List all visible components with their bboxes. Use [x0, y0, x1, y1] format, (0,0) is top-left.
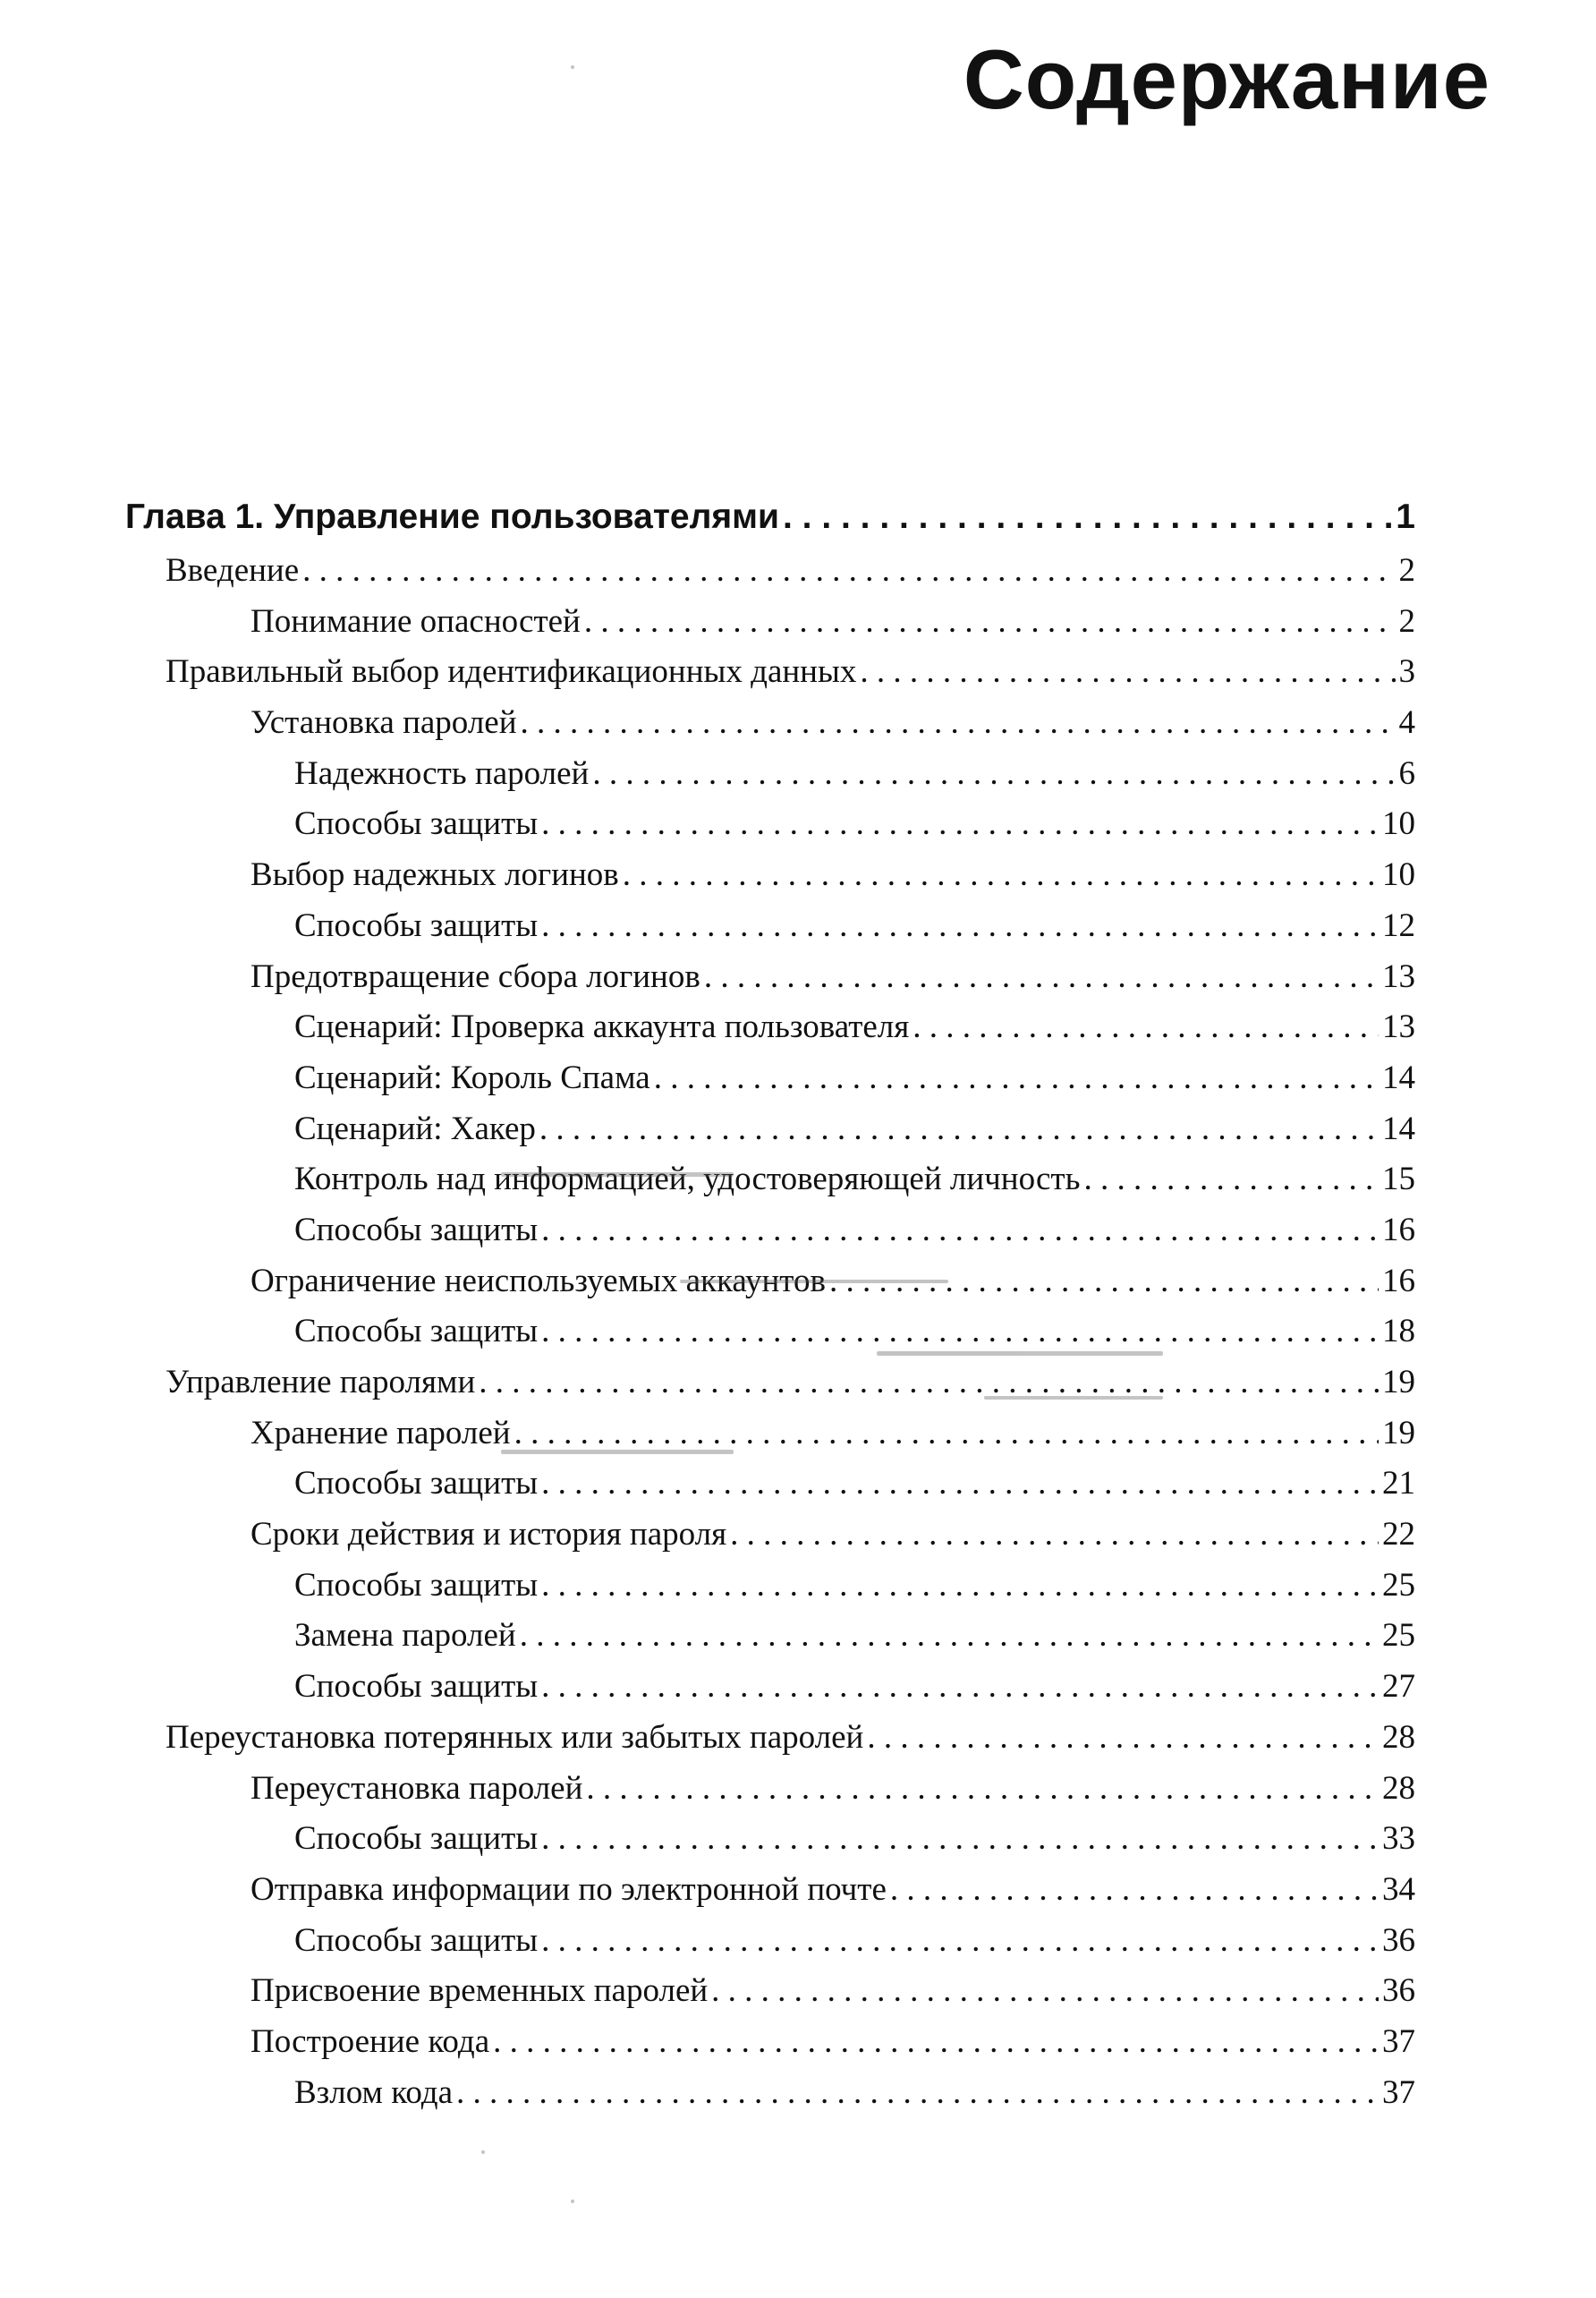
dot-leader — [730, 1515, 1379, 1553]
toc-entry-title: Отправка информации по электронной почте — [250, 1870, 887, 1908]
toc-entry-page-number: 12 — [1382, 906, 1415, 944]
toc-entry[interactable] — [125, 1464, 1415, 1515]
scan-speck — [481, 2150, 485, 2154]
toc-entry-page-number: 10 — [1382, 856, 1415, 894]
toc-entry-page-number: 18 — [1382, 1313, 1415, 1350]
toc-entry[interactable] — [125, 703, 1415, 754]
toc-entry[interactable] — [125, 551, 1415, 602]
toc-entry[interactable] — [125, 1616, 1415, 1667]
toc-entry[interactable] — [125, 1160, 1415, 1211]
toc-entry[interactable] — [125, 1819, 1415, 1870]
toc-entry[interactable] — [125, 1110, 1415, 1161]
toc-entry-title: Сроки действия и история пароля — [250, 1516, 727, 1553]
toc-entry-page-number: 19 — [1382, 1364, 1415, 1400]
table-of-contents — [125, 498, 1415, 2124]
toc-entry-page-number: 22 — [1382, 1516, 1415, 1553]
toc-entry-title: Глава 1. Управление пользователями — [125, 498, 779, 536]
dot-leader — [783, 498, 1392, 537]
dot-leader — [1083, 1160, 1379, 1198]
dot-leader — [541, 1464, 1379, 1502]
toc-entry[interactable] — [125, 958, 1415, 1009]
toc-entry-page-number: 2 — [1398, 602, 1415, 640]
toc-entry-title: Сценарий: Хакер — [294, 1110, 536, 1147]
dot-leader — [541, 1667, 1379, 1706]
toc-entry-page-number: 14 — [1382, 1059, 1415, 1096]
toc-entry[interactable] — [125, 1566, 1415, 1617]
toc-entry-page-number: 10 — [1382, 805, 1415, 843]
dot-leader — [711, 1971, 1379, 2010]
toc-entry[interactable] — [125, 1059, 1415, 1110]
toc-entry-title: Управление паролями — [166, 1364, 476, 1400]
toc-entry-title: Выбор надежных логинов — [250, 856, 619, 894]
toc-entry[interactable] — [125, 1921, 1415, 1972]
toc-entry-page-number: 2 — [1398, 552, 1415, 589]
toc-entry-title: Хранение паролей — [250, 1414, 511, 1451]
toc-entry-page-number: 25 — [1382, 1617, 1415, 1655]
toc-entry-page-number: 34 — [1382, 1870, 1415, 1908]
toc-entry-page-number: 16 — [1382, 1211, 1415, 1248]
toc-entry-title: Построение кода — [250, 2022, 490, 2060]
dot-leader — [521, 703, 1396, 742]
toc-entry-page-number: 37 — [1382, 2073, 1415, 2111]
dot-leader — [514, 1414, 1379, 1452]
dot-leader — [867, 1718, 1379, 1757]
toc-entry-page-number: 36 — [1382, 1921, 1415, 1959]
toc-entry-page-number: 6 — [1398, 754, 1415, 792]
toc-entry-title: Ограничение неиспользуемых аккаунтов — [250, 1262, 826, 1299]
toc-entry[interactable] — [125, 602, 1415, 653]
scan-speck — [571, 2200, 574, 2203]
toc-entry[interactable] — [125, 1262, 1415, 1313]
toc-entry-page-number: 13 — [1382, 958, 1415, 995]
toc-entry[interactable] — [125, 1667, 1415, 1718]
dot-leader — [890, 1870, 1379, 1909]
toc-entry-page-number: 33 — [1382, 1820, 1415, 1858]
toc-entry-title: Способы защиты — [294, 805, 539, 843]
toc-entry[interactable] — [125, 1769, 1415, 1820]
dot-leader — [586, 1769, 1379, 1808]
toc-entry-page-number: 28 — [1382, 1718, 1415, 1756]
toc-entry-title: Понимание опасностей — [250, 602, 581, 640]
toc-entry[interactable] — [125, 855, 1415, 906]
toc-entry-title: Замена паролей — [294, 1617, 516, 1655]
dot-leader — [541, 1566, 1379, 1604]
dot-leader — [541, 1819, 1379, 1858]
dot-leader — [584, 602, 1396, 641]
toc-entry-title: Способы защиты — [294, 1465, 539, 1502]
toc-entry-title: Способы защиты — [294, 1820, 539, 1858]
toc-entry[interactable] — [125, 2073, 1415, 2124]
toc-entry[interactable] — [125, 1414, 1415, 1465]
toc-entry[interactable] — [125, 906, 1415, 958]
toc-entry[interactable] — [125, 1008, 1415, 1059]
toc-entry[interactable] — [125, 1363, 1415, 1414]
dot-leader — [493, 2022, 1379, 2061]
toc-entry-title: Правильный выбор идентификационных данных — [166, 653, 857, 691]
dot-leader — [860, 652, 1395, 691]
dot-leader — [592, 754, 1395, 793]
toc-entry-title: Контроль над информацией, удостоверяющей личность — [294, 1161, 1081, 1198]
dot-leader — [541, 1211, 1379, 1249]
toc-entry-title: Присвоение временных паролей — [250, 1972, 709, 2010]
toc-entry-page-number: 3 — [1398, 653, 1415, 691]
toc-entry-page-number: 14 — [1382, 1110, 1415, 1147]
toc-entry[interactable] — [125, 754, 1415, 805]
toc-chapter-entry[interactable] — [125, 498, 1415, 551]
dot-leader — [913, 1008, 1379, 1046]
toc-entry-page-number: 36 — [1382, 1972, 1415, 2010]
toc-entry-title: Сценарий: Король Спама — [294, 1059, 650, 1096]
toc-entry-title: Введение — [166, 552, 300, 589]
dot-leader — [829, 1262, 1379, 1300]
toc-entry-title: Переустановка паролей — [250, 1769, 583, 1807]
toc-entry[interactable] — [125, 1971, 1415, 2022]
toc-entry[interactable] — [125, 2022, 1415, 2073]
toc-entry-page-number: 16 — [1382, 1262, 1415, 1299]
toc-entry[interactable] — [125, 804, 1415, 855]
toc-entry-page-number: 28 — [1382, 1769, 1415, 1807]
dot-leader — [623, 855, 1379, 894]
toc-entry-page-number: 4 — [1398, 704, 1415, 742]
toc-entry[interactable] — [125, 1718, 1415, 1769]
toc-entry-title: Способы защиты — [294, 906, 539, 944]
dot-leader — [520, 1616, 1379, 1655]
toc-entry-title: Установка паролей — [250, 704, 517, 742]
toc-entry-page-number: 13 — [1382, 1009, 1415, 1046]
dot-leader — [456, 2073, 1379, 2112]
dot-leader — [541, 804, 1379, 843]
toc-entry-title: Способы защиты — [294, 1668, 539, 1706]
dot-leader — [541, 1921, 1379, 1960]
toc-entry-title: Надежность паролей — [294, 754, 590, 792]
toc-entry[interactable] — [125, 1211, 1415, 1262]
toc-entry-page-number: 21 — [1382, 1465, 1415, 1502]
toc-entry-page-number: 1 — [1396, 498, 1415, 536]
toc-entry-title: Способы защиты — [294, 1313, 539, 1350]
toc-entry-page-number: 19 — [1382, 1414, 1415, 1451]
scan-speck — [571, 65, 574, 69]
toc-entry-title: Способы защиты — [294, 1211, 539, 1248]
toc-entry-title: Способы защиты — [294, 1921, 539, 1959]
toc-entry[interactable] — [125, 1515, 1415, 1566]
toc-entry-page-number: 27 — [1382, 1668, 1415, 1706]
dot-leader — [654, 1059, 1379, 1097]
toc-entry[interactable] — [125, 652, 1415, 703]
dot-leader — [539, 1110, 1379, 1148]
toc-entry-title: Сценарий: Проверка аккаунта пользователя — [294, 1009, 910, 1046]
toc-entry-page-number: 15 — [1382, 1161, 1415, 1198]
dot-leader — [704, 958, 1379, 996]
toc-entry-title: Переустановка потерянных или забытых паролей — [166, 1718, 864, 1756]
toc-entry-title: Способы защиты — [294, 1566, 539, 1604]
dot-leader — [541, 906, 1379, 945]
dot-leader — [541, 1312, 1379, 1350]
toc-entry-title: Предотвращение сбора логинов — [250, 958, 700, 995]
page-title: Содержание — [963, 32, 1490, 126]
toc-entry[interactable] — [125, 1870, 1415, 1921]
toc-entry-title: Взлом кода — [294, 2073, 453, 2111]
dot-leader — [479, 1363, 1379, 1401]
toc-entry-page-number: 25 — [1382, 1566, 1415, 1604]
toc-entry-page-number: 37 — [1382, 2022, 1415, 2060]
dot-leader — [302, 551, 1395, 590]
toc-entry[interactable] — [125, 1312, 1415, 1363]
